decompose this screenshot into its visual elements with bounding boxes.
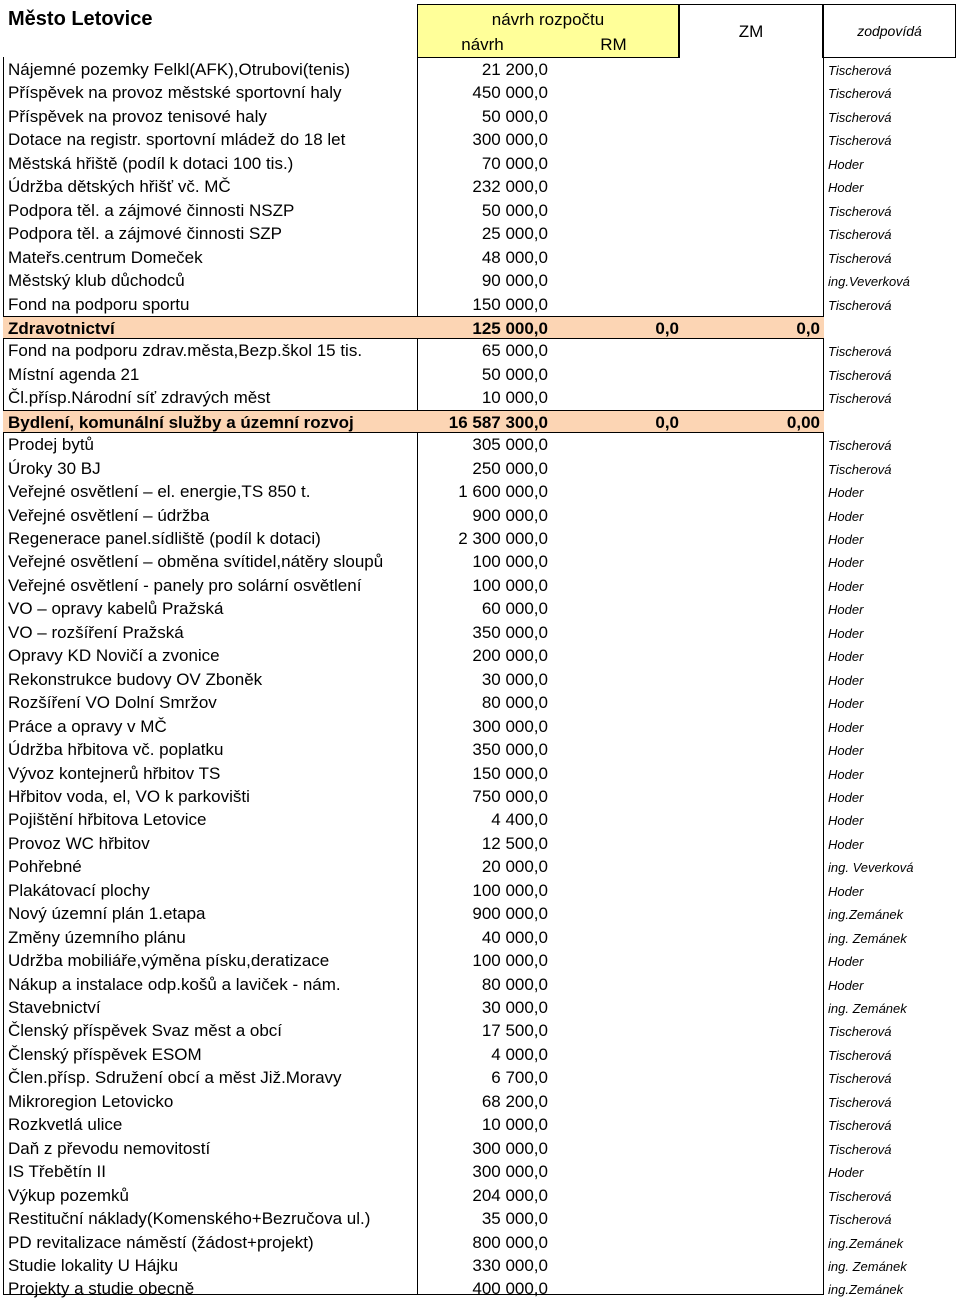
item-name: Příspěvek na provoz tenisové haly xyxy=(8,106,267,126)
table-row xyxy=(3,222,892,246)
responsible-person: Hoder xyxy=(828,1165,864,1181)
table-row xyxy=(3,621,864,645)
header-col-navrh: návrh xyxy=(461,35,504,54)
item-name: Údržba dětských hřišť vč. MČ xyxy=(8,177,231,197)
navrh-value: 4 000,0 xyxy=(491,1044,548,1064)
table-row xyxy=(3,128,892,152)
item-name: Práce a opravy v MČ xyxy=(8,716,167,736)
responsible-person: Hoder xyxy=(828,789,864,805)
table-row xyxy=(3,879,864,903)
navrh-value: 305 000,0 xyxy=(472,435,548,455)
item-name: Prodej bytů xyxy=(8,435,94,455)
table-row xyxy=(3,550,864,574)
navrh-value: 80 000,0 xyxy=(481,974,548,994)
item-name: Rozkvetlá ulice xyxy=(8,1115,123,1135)
zm-value: 0,0 xyxy=(796,318,820,338)
responsible-person: Hoder xyxy=(828,555,864,571)
navrh-value: 48 000,0 xyxy=(481,247,548,267)
responsible-person: Tischerová xyxy=(828,1094,892,1110)
table-row xyxy=(3,996,907,1020)
responsible-person: Hoder xyxy=(828,977,864,993)
item-name: Opravy KD Novičí a zvonice xyxy=(8,646,220,666)
navrh-value: 70 000,0 xyxy=(481,153,548,173)
table-row xyxy=(3,973,864,997)
item-name: Pojištění hřbitova Letovice xyxy=(8,810,207,830)
table-row xyxy=(3,527,864,551)
responsible-person: Tischerová xyxy=(828,86,892,102)
table-row xyxy=(3,1184,892,1208)
item-name: Plakátovací plochy xyxy=(8,880,150,900)
navrh-value: 300 000,0 xyxy=(472,130,548,150)
navrh-value: 350 000,0 xyxy=(472,740,548,760)
item-name: Fond na podporu zdrav.města,Bezp.škol 15 tis. xyxy=(8,341,363,361)
responsible-person: Hoder xyxy=(828,743,864,759)
table-row xyxy=(3,175,864,199)
navrh-value: 68 200,0 xyxy=(481,1091,548,1111)
table-row xyxy=(3,785,864,809)
item-name: Bydlení, komunální služby a územní rozvoj xyxy=(8,412,354,432)
responsible-person: Tischerová xyxy=(828,250,892,266)
navrh-value: 232 000,0 xyxy=(472,177,548,197)
navrh-value: 900 000,0 xyxy=(472,904,548,924)
item-name: Zdravotnictví xyxy=(8,318,115,338)
navrh-value: 30 000,0 xyxy=(481,998,548,1017)
responsible-person: Hoder xyxy=(828,836,864,852)
item-name: Úroky 30 BJ xyxy=(8,458,101,478)
table-row xyxy=(3,363,892,387)
table-row xyxy=(3,1254,907,1278)
responsible-person: Hoder xyxy=(828,813,864,829)
item-name: Mateřs.centrum Domeček xyxy=(8,247,203,267)
table-row xyxy=(3,199,892,223)
navrh-value: 50 000,0 xyxy=(481,200,548,220)
table-row xyxy=(3,902,904,926)
item-name: IS Třebětín II xyxy=(8,1162,106,1182)
navrh-value: 350 000,0 xyxy=(472,622,548,642)
rm-value: 0,0 xyxy=(655,412,679,432)
table-row xyxy=(3,574,864,598)
item-name: Veřejné osvětlení – el. energie,TS 850 t. xyxy=(8,482,311,502)
responsible-person: Tischerová xyxy=(828,344,892,360)
responsible-person: Hoder xyxy=(828,532,864,547)
responsible-person: ing. Veverková xyxy=(828,860,914,876)
navrh-value: 16 587 300,0 xyxy=(448,412,548,432)
table-row xyxy=(3,1277,904,1301)
item-name: Městská hřiště (podíl k dotaci 100 tis.) xyxy=(8,153,294,173)
responsible-person: Hoder xyxy=(828,156,864,172)
table-row xyxy=(3,597,864,621)
responsible-person: Tischerová xyxy=(828,63,892,78)
table-row xyxy=(3,644,864,668)
navrh-value: 450 000,0 xyxy=(472,83,548,103)
table-row xyxy=(3,1066,892,1090)
header-col-zm: ZM xyxy=(679,4,822,58)
responsible-person: Hoder xyxy=(828,602,864,618)
item-name: VO – rozšíření Pražská xyxy=(8,622,184,642)
item-name: Členský příspěvek ESOM xyxy=(8,1044,202,1064)
table-row xyxy=(3,480,864,504)
navrh-value: 17 500,0 xyxy=(481,1021,548,1041)
item-name: Veřejné osvětlení – obměna svítidel,nátěry sloupů xyxy=(8,552,384,572)
responsible-person: Hoder xyxy=(828,649,864,665)
item-name: Podpora těl. a zájmové činnosti NSZP xyxy=(8,200,295,220)
table-row xyxy=(3,738,864,762)
responsible-person: ing. Zemánek xyxy=(828,930,907,946)
responsible-person: ing.Zemánek xyxy=(828,1235,904,1251)
item-name: Rekonstrukce budovy OV Zboněk xyxy=(8,669,263,689)
item-name: Veřejné osvětlení – údržba xyxy=(8,505,210,525)
navrh-value: 300 000,0 xyxy=(472,1138,548,1158)
responsible-person: ing.Zemánek xyxy=(828,1282,904,1298)
table-row xyxy=(3,105,892,129)
navrh-value: 125 000,0 xyxy=(472,318,548,338)
item-name: Studie lokality U Hájku xyxy=(8,1255,179,1275)
table-row xyxy=(3,433,892,457)
item-name: Čl.přísp.Národní síť zdravých měst xyxy=(8,388,271,408)
item-name: Hřbitov voda, el, VO k parkovišti xyxy=(8,786,250,806)
navrh-value: 330 000,0 xyxy=(472,1255,548,1275)
navrh-value: 100 000,0 xyxy=(472,951,548,971)
navrh-value: 100 000,0 xyxy=(472,880,548,900)
item-name: Nájemné pozemky Felkl(AFK),Otrubovi(tenis) xyxy=(8,60,350,79)
item-name: Změny územního plánu xyxy=(8,927,186,947)
responsible-person: Hoder xyxy=(828,719,864,735)
responsible-person: Hoder xyxy=(828,672,864,688)
table-row xyxy=(3,926,907,950)
item-name: Člen.přísp. Sdružení obcí a měst Již.Moravy xyxy=(8,1068,342,1088)
item-name: Fond na podporu sportu xyxy=(8,294,190,314)
navrh-value: 750 000,0 xyxy=(472,786,548,806)
item-name: Příspěvek na provoz městské sportovní haly xyxy=(8,83,342,103)
navrh-value: 50 000,0 xyxy=(481,106,548,126)
header-group-label: návrh rozpočtu xyxy=(491,10,605,29)
table-row xyxy=(3,339,892,363)
navrh-value: 2 300 000,0 xyxy=(458,529,548,548)
navrh-value: 4 400,0 xyxy=(491,810,548,830)
navrh-value: 100 000,0 xyxy=(472,575,548,595)
item-name: Místní agenda 21 xyxy=(8,364,140,384)
table-row xyxy=(3,58,892,82)
navrh-value: 90 000,0 xyxy=(481,271,548,291)
table-row xyxy=(3,1207,892,1231)
item-name: Projekty a studie obecně xyxy=(8,1279,195,1299)
table-row xyxy=(3,457,892,481)
responsible-person: Hoder xyxy=(828,954,864,970)
table-row xyxy=(3,762,864,786)
navrh-value: 30 000,0 xyxy=(481,669,548,689)
navrh-value: 1 600 000,0 xyxy=(458,482,548,502)
table-row xyxy=(3,81,892,105)
table-row xyxy=(3,668,864,692)
navrh-value: 100 000,0 xyxy=(472,552,548,572)
responsible-person: Tischerová xyxy=(828,391,892,407)
item-name: Mikroregion Letovicko xyxy=(8,1091,174,1111)
item-name: Provoz WC hřbitov xyxy=(8,833,150,853)
header-col-zodpovida: zodpovídá xyxy=(822,4,956,58)
responsible-person: Tischerová xyxy=(828,1047,892,1063)
responsible-person: Hoder xyxy=(828,508,864,524)
item-name: Údržba hřbitova vč. poplatku xyxy=(8,740,224,760)
responsible-person: Tischerová xyxy=(828,203,892,219)
table-row xyxy=(3,1160,864,1184)
responsible-person: Hoder xyxy=(828,883,864,899)
item-name: Výkup pozemků xyxy=(8,1185,129,1205)
item-name: Veřejné osvětlení - panely pro solární osvětlení xyxy=(8,575,362,595)
navrh-value: 900 000,0 xyxy=(472,505,548,525)
navrh-value: 40 000,0 xyxy=(481,927,548,947)
responsible-person: ing.Zemánek xyxy=(828,907,904,923)
table-row xyxy=(3,246,892,270)
item-name: Restituční náklady(Komenského+Bezručova ul.) xyxy=(8,1209,371,1229)
responsible-person: Hoder xyxy=(828,485,864,501)
table-row xyxy=(3,1231,904,1255)
navrh-value: 20 000,0 xyxy=(481,857,548,877)
table-row xyxy=(3,269,910,293)
section-row xyxy=(3,316,824,340)
navrh-value: 25 000,0 xyxy=(481,224,548,244)
navrh-value: 21 200,0 xyxy=(481,60,548,79)
table-row xyxy=(3,832,864,856)
item-name: Vývoz kontejnerů hřbitov TS xyxy=(8,763,221,783)
responsible-person: Tischerová xyxy=(828,133,892,149)
table-row xyxy=(3,715,864,739)
table-row xyxy=(3,504,864,528)
item-name: Daň z převodu nemovitostí xyxy=(8,1138,211,1158)
table-row xyxy=(3,386,892,410)
responsible-person: Tischerová xyxy=(828,109,892,125)
responsible-person: Tischerová xyxy=(828,227,892,243)
navrh-value: 6 700,0 xyxy=(491,1068,548,1088)
navrh-value: 50 000,0 xyxy=(481,364,548,384)
item-name: Rozšíření VO Dolní Smržov xyxy=(8,693,217,713)
zm-value: 0,00 xyxy=(786,412,820,432)
section-row xyxy=(3,410,824,434)
page-title: Město Letovice xyxy=(8,8,153,30)
responsible-person: Tischerová xyxy=(828,1118,892,1134)
responsible-person: Tischerová xyxy=(828,461,892,477)
column-divider xyxy=(679,4,680,58)
table-row xyxy=(3,1019,892,1043)
navrh-value: 35 000,0 xyxy=(481,1209,548,1229)
navrh-value: 10 000,0 xyxy=(481,388,548,408)
item-name: Stavebnictví xyxy=(8,998,101,1017)
table-row xyxy=(3,855,914,879)
responsible-person: Tischerová xyxy=(828,1212,892,1228)
responsible-person: Tischerová xyxy=(828,367,892,383)
table-row xyxy=(3,808,864,832)
item-name: Regenerace panel.sídliště (podíl k dotaci) xyxy=(8,529,321,548)
table-row xyxy=(3,1113,892,1137)
item-name: Dotace na registr. sportovní mládež do 18 let xyxy=(8,130,346,150)
responsible-person: Hoder xyxy=(828,696,864,712)
navrh-value: 300 000,0 xyxy=(472,1162,548,1182)
navrh-value: 12 500,0 xyxy=(481,833,548,853)
item-name: Městský klub důchodců xyxy=(8,271,185,291)
item-name: Udržba mobiliáře,výměna písku,deratizace xyxy=(8,951,330,971)
table-row xyxy=(3,1043,892,1067)
responsible-person: Tischerová xyxy=(828,297,892,313)
navrh-value: 80 000,0 xyxy=(481,693,548,713)
navrh-value: 150 000,0 xyxy=(472,294,548,314)
responsible-person: Hoder xyxy=(828,578,864,594)
navrh-value: 10 000,0 xyxy=(481,1115,548,1135)
responsible-person: Tischerová xyxy=(828,1024,892,1040)
item-name: PD revitalizace náměstí (žádost+projekt) xyxy=(8,1232,314,1252)
header-col-rm: RM xyxy=(600,35,627,54)
navrh-value: 800 000,0 xyxy=(472,1232,548,1252)
table-row xyxy=(3,1137,892,1161)
navrh-value: 200 000,0 xyxy=(472,646,548,666)
item-name: Pohřebné xyxy=(8,857,82,877)
table-row xyxy=(3,293,892,317)
responsible-person: Tischerová xyxy=(828,1141,892,1157)
responsible-person: ing. Zemánek xyxy=(828,1258,907,1274)
navrh-value: 60 000,0 xyxy=(481,599,548,619)
table-row xyxy=(3,1090,892,1114)
navrh-value: 150 000,0 xyxy=(472,763,548,783)
rm-value: 0,0 xyxy=(655,318,679,338)
navrh-value: 250 000,0 xyxy=(472,458,548,478)
navrh-value: 204 000,0 xyxy=(472,1185,548,1205)
responsible-person: Hoder xyxy=(828,766,864,782)
responsible-person: ing. Zemánek xyxy=(828,1001,907,1016)
item-name: Členský příspěvek Svaz měst a obcí xyxy=(8,1021,283,1041)
responsible-person: Hoder xyxy=(828,180,864,196)
responsible-person: Hoder xyxy=(828,625,864,641)
table-row xyxy=(3,691,864,715)
item-name: VO – opravy kabelů Pražská xyxy=(8,599,224,619)
item-name: Nový územní plán 1.etapa xyxy=(8,904,206,924)
responsible-person: Tischerová xyxy=(828,1071,892,1087)
responsible-person: ing.Veverková xyxy=(828,274,910,290)
item-name: Nákup a instalace odp.košů a laviček - nám. xyxy=(8,974,341,994)
navrh-value: 300 000,0 xyxy=(472,716,548,736)
responsible-person: Tischerová xyxy=(828,1188,892,1204)
table-row xyxy=(3,152,864,176)
navrh-value: 400 000,0 xyxy=(472,1279,548,1299)
responsible-person: Tischerová xyxy=(828,438,892,454)
navrh-value: 65 000,0 xyxy=(481,341,548,361)
item-name: Podpora těl. a zájmové činnosti SZP xyxy=(8,224,283,244)
table-row xyxy=(3,949,864,973)
